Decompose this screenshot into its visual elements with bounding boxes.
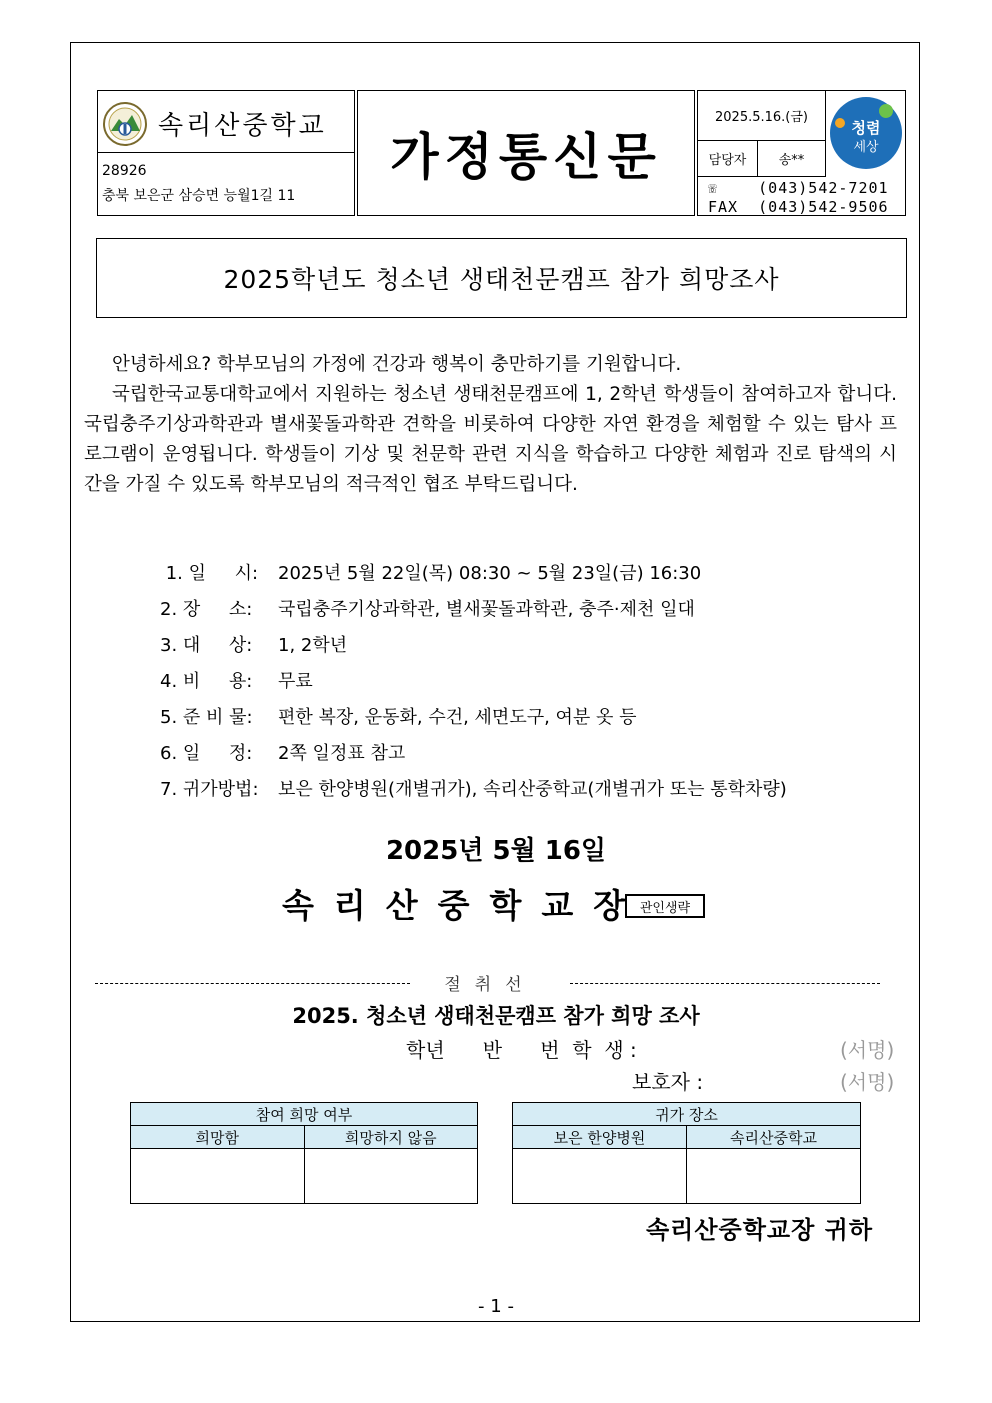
participation-header: 참여 희망 여부 (131, 1103, 478, 1126)
details-list (160, 556, 787, 808)
return-place-table (512, 1102, 861, 1204)
return-place-header: 귀가 장소 (513, 1103, 861, 1126)
cut-line (95, 975, 880, 995)
newsletter-title: 가정통신문 (390, 128, 662, 186)
list-item: 3. 대 상: 1, 2학년 (160, 635, 348, 656)
want-checkbox-cell[interactable] (131, 1149, 305, 1204)
list-item: 1. 일 시: 2025년 5월 22일(목) 08:30 ~ 5월 23일(금) 16:30 (160, 563, 702, 584)
list-item: 4. 비 용: 무료 (160, 671, 313, 692)
hospital-checkbox-cell[interactable] (513, 1149, 687, 1204)
contact-box (697, 90, 906, 216)
col-hospital: 보은 한양병원 (513, 1126, 687, 1149)
col-not-want: 희망하지 않음 (304, 1126, 478, 1149)
intro-body: 국립한국교통대학교에서 지원하는 청소년 생태천문캠프에 1, 2학년 학생들이 참여하고자 합니다. 국립충주기상과학관과 별새꽃돌과학관 견학을 비롯하여 다양한 자연 환경을 체험할 수 있는 탐사 프로그램이 운영됩니다. 학생들이 기상 및 천문학 관련 지식을 학습하고 다양한 체험과 진로 탐색의 시간을 가질 수 있도록 학부모님의 적극적인 협조 부탁드립니다. (84, 384, 897, 495)
school-name: 속리산중학교 (158, 111, 327, 141)
manager-name-cell (758, 141, 826, 177)
newsletter-title-box (357, 90, 695, 216)
phone-row (708, 179, 889, 197)
seal-omitted-stamp: 관인생략 (625, 894, 705, 918)
fax-label: FAX (708, 198, 739, 216)
student-signature: (서명) (840, 1038, 895, 1062)
manager-label-cell (698, 141, 758, 177)
issue-date-line: 2025년 5월 16일 (385, 836, 607, 866)
school-info-box (97, 90, 355, 216)
postal-code: 28926 (102, 163, 147, 179)
not-want-checkbox-cell[interactable] (304, 1149, 478, 1204)
principal-signature: 속리산중학교장 (282, 886, 646, 925)
document-title: 2025학년도 청소년 생태천문캠프 참가 희망조사 (223, 265, 780, 294)
list-item: 2. 장 소: 국립충주기상과학관, 별새꽃돌과학관, 충주·제천 일대 (160, 599, 695, 620)
issue-date: 2025.5.16.(금) (715, 110, 808, 125)
fax-row (708, 198, 889, 216)
school-address: 충북 보은군 삼승면 능월1길 11 (102, 188, 296, 204)
school-checkbox-cell[interactable] (687, 1149, 861, 1204)
intro-text (84, 350, 897, 500)
integrity-logo-icon (826, 93, 906, 173)
student-label: 학년 반 번 학 생 : (406, 1038, 637, 1062)
guardian-signature: (서명) (840, 1070, 895, 1094)
participation-table (130, 1102, 478, 1204)
school-name-row (98, 91, 354, 153)
svg-text:세상: 세상 (853, 140, 879, 155)
brand-logo-text: 청렴 (851, 119, 881, 137)
issue-date-cell (698, 91, 826, 141)
manager-label: 담당자 (708, 153, 747, 168)
addressee: 속리산중학교장 귀하 (646, 1216, 874, 1244)
phone-icon: ☏ (708, 179, 719, 197)
page-number: - 1 - (478, 1296, 514, 1317)
document-title-box (96, 238, 907, 318)
col-school: 속리산중학교 (687, 1126, 861, 1149)
col-want: 희망함 (131, 1126, 305, 1149)
fax-number: (043)542-9506 (758, 198, 889, 216)
school-emblem-icon (102, 101, 148, 147)
form-title: 2025. 청소년 생태천문캠프 참가 희망 조사 (292, 1004, 700, 1028)
student-line (406, 1034, 637, 1063)
list-item: 6. 일 정: 2쪽 일정표 참고 (160, 743, 406, 764)
list-item: 5. 준 비 물: 편한 복장, 운동화, 수건, 세면도구, 여분 옷 등 (160, 707, 637, 728)
phone-number: (043)542-7201 (758, 179, 889, 197)
cut-line-label: 절취선 (444, 975, 536, 995)
manager-name: 송** (778, 153, 805, 168)
list-item: 7. 귀가방법: 보은 한양병원(개별귀가), 속리산중학교(개별귀가 또는 통학차량) (160, 779, 787, 800)
guardian-label: 보호자 : (632, 1070, 704, 1094)
intro-greeting: 안녕하세요? 학부모님의 가정에 건강과 행복이 충만하기를 기원합니다. (112, 354, 682, 375)
